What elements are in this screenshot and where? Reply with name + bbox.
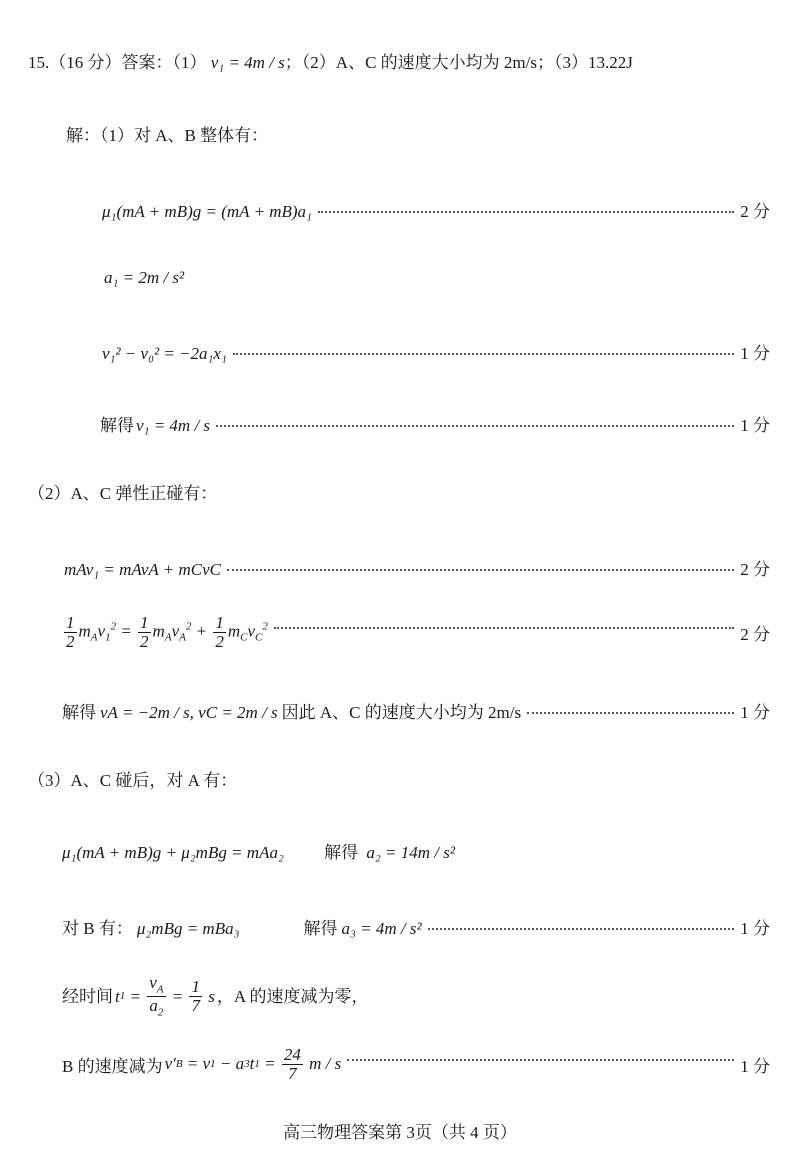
p2-eq3-suffix: 因此 A、C 的速度大小均为 2m/s [281, 703, 522, 722]
dotted-leader [428, 928, 735, 930]
p2-eq3-prefix: 解得 [62, 703, 96, 722]
dotted-leader [527, 712, 734, 714]
fraction-half: $\frac{1}{2}$ [66, 613, 75, 651]
fraction-vA-a2: $\frac{v_A}{a_2}$ [149, 973, 164, 1019]
p3-eq2: μ₂mBg = mBa₃ [136, 919, 240, 938]
p2-eq2-line [0, 614, 800, 651]
p1-eq1-line [0, 197, 800, 222]
p2-eq2-score: 2 分 [740, 624, 770, 644]
question-number: 15. [28, 53, 50, 72]
p2-eq3: vA = −2m / s, vC = 2m / s [100, 703, 278, 722]
p3-eq1: μ₁(mA + mB)g + μ₂mBg = mAa₂ [62, 843, 284, 862]
p3-eq4: v′ B = v 1 − a 3 t 1 = $\frac{24}{7}$ m / s [164, 1045, 342, 1083]
answer-summary [28, 54, 633, 71]
p2-eq1-score: 2 分 [740, 560, 770, 579]
p2-eq3-line [0, 698, 800, 723]
fraction-half: $\frac{1}{2}$ [140, 613, 149, 651]
p1-eq4: v₁ = 4m / s [136, 416, 211, 435]
p2-eq3-score: 1 分 [740, 703, 770, 722]
p3-eq4-prefix: B 的速度减为 [62, 1056, 163, 1076]
p1-eq1: μ₁(mA + mB)g = (mA + mB)a₁ [102, 202, 312, 221]
p3-eq4-line [0, 1046, 800, 1083]
p3-eq2-line [0, 914, 800, 939]
p3-eq2-res-prefix: 解得 [303, 919, 338, 938]
p1-eq3: v₁² − v₀² = −2a₁x₁ [102, 344, 227, 363]
p1-eq4-prefix: 解得 [100, 416, 134, 435]
dotted-leader [227, 569, 734, 571]
solution-intro: 解：（1）对 A、B 整体有： [66, 126, 269, 145]
p2-eq2: $\frac{1}{2}$ $m_Av_1^2$ = $\frac{1}{2}$ $m_Av_A^2$ + $\frac{1}{2}$ $m_Cv_C^2$ [66, 613, 268, 651]
p2-heading: （2）A、C 弹性正碰有： [28, 484, 218, 503]
p3-eq2-prefix: 对 B 有： [62, 919, 133, 938]
p3-eq3-suffix: ，A 的速度减为零， [216, 986, 369, 1006]
fraction-24-7: $\frac{24}{7}$ [283, 1045, 301, 1083]
p3-eq4-score: 1 分 [740, 1056, 770, 1076]
fraction-half: $\frac{1}{2}$ [215, 613, 224, 651]
answer-points: （16 分）答案：（1） [49, 53, 207, 72]
p3-eq2-score: 1 分 [740, 919, 770, 938]
answer-1: v₁ = 4m / s [210, 53, 285, 72]
p3-eq3-line [62, 974, 368, 1019]
p1-eq2: a₁ = 2m / s² [104, 268, 185, 287]
p1-eq1-score: 2 分 [740, 202, 770, 221]
p1-eq3-score: 1 分 [740, 344, 770, 363]
p3-eq3: t 1 = $\frac{v_A}{a_2}$ = $\frac{1}{7}$ s [115, 973, 215, 1019]
p3-heading: （3）A、C 碰后，对 A 有： [28, 771, 238, 790]
dotted-leader [318, 211, 734, 213]
p3-eq3-prefix: 经时间 [62, 986, 113, 1006]
p2-eq1-line [0, 555, 800, 580]
p3-eq1-res-prefix: 解得 [324, 843, 359, 862]
p1-eq4-line [0, 411, 800, 436]
p3-eq1-line [62, 844, 455, 861]
p3-eq1-res: a₂ = 14m / s² [366, 843, 455, 862]
dotted-leader [233, 353, 734, 355]
p3-eq2-res: a₃ = 4m / s² [341, 919, 422, 938]
fraction-1-7: $\frac{1}{7}$ [191, 977, 200, 1015]
p1-eq3-line [0, 339, 800, 364]
dotted-leader [347, 1059, 734, 1061]
p1-eq4-score: 1 分 [740, 416, 770, 435]
dotted-leader [216, 425, 734, 427]
dotted-leader [274, 627, 734, 629]
page-footer: 高三物理答案第 3页（共 4 页） [283, 1123, 517, 1142]
p2-eq1: mAv₁ = mAvA + mCvC [64, 560, 221, 579]
answer-2-3: ；（2）A、C 的速度大小均为 2m/s；（3）13.22J [284, 53, 633, 72]
